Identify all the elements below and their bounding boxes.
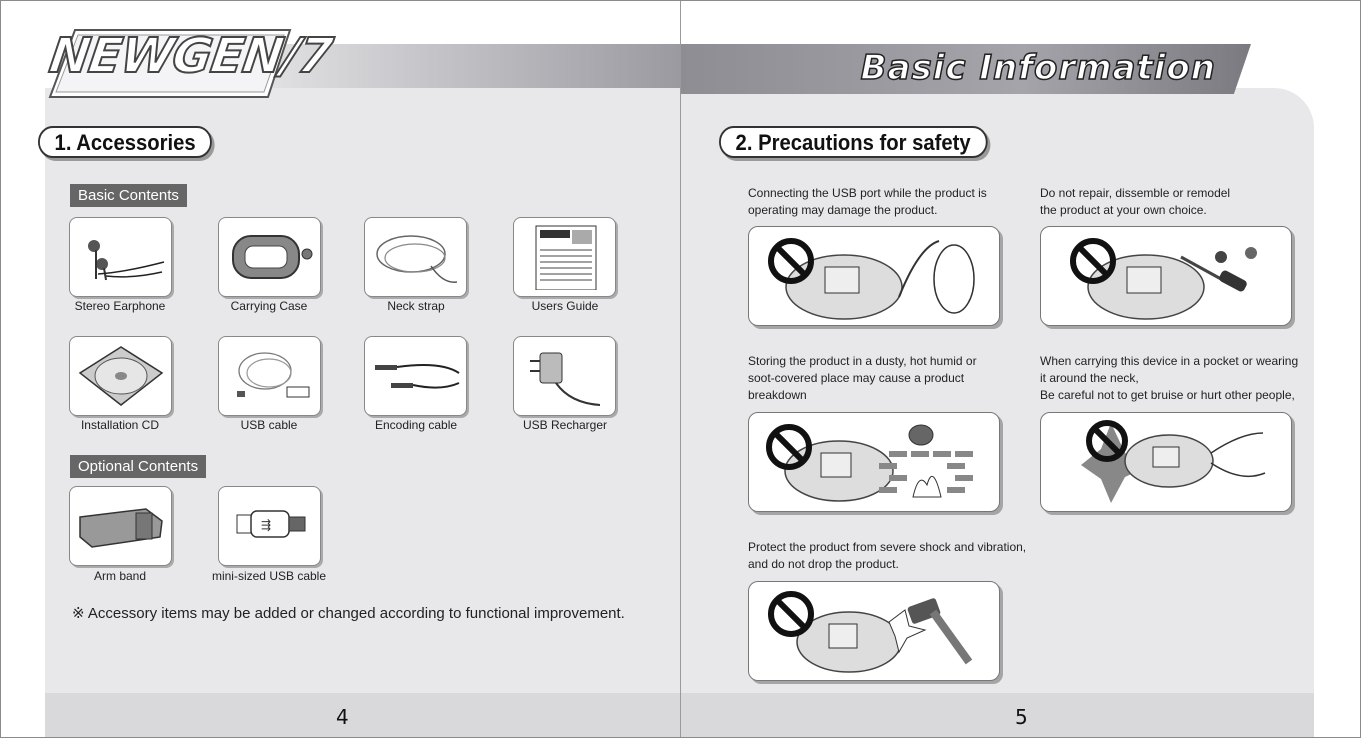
bruise-warning-icon: [1041, 413, 1291, 511]
precaution-text-5: Protect the product from severe shock and vibration, and do not drop the product.: [748, 540, 1027, 571]
cd-icon: [76, 343, 166, 409]
accessory-label: Installation CD: [80, 418, 160, 432]
accessory-label: Encoding cable: [374, 418, 458, 432]
right-footer: [681, 693, 1314, 738]
section-title-precautions: 2. Precautions for safety: [719, 126, 987, 158]
precaution-text-4: When carrying this device in a pocket or wearing it around the neck, Be careful not to get bruise or hurt other people,: [1040, 354, 1299, 402]
accessory-label: Arm band: [93, 569, 147, 583]
precaution-illustration-2: [1040, 226, 1292, 326]
precaution-illustration-3: [748, 412, 1000, 512]
screwdriver-warning-icon: [1041, 227, 1291, 325]
accessory-tile-encoding-cable: [364, 336, 467, 416]
page-title: Basic Information: [860, 48, 1216, 88]
recharger-icon: [520, 343, 610, 409]
mini-usb-icon: [225, 493, 315, 559]
page-number-right: 5: [1015, 705, 1028, 729]
accessory-tile-recharger: [513, 336, 616, 416]
accessory-label: Neck strap: [387, 299, 445, 313]
precaution-text-1: Connecting the USB port while the product is operating may damage the product.: [748, 186, 987, 217]
accessory-label: Stereo Earphone: [74, 299, 166, 313]
accessory-tile-arm-band: [69, 486, 172, 566]
right-page: [681, 0, 1361, 738]
accessory-label: Users Guide: [531, 299, 599, 313]
basic-contents-tag: Basic Contents: [70, 184, 187, 207]
usb-warning-icon: [749, 227, 999, 325]
left-footer: [45, 693, 680, 738]
accessory-tile-case: [218, 217, 321, 297]
arm-band-icon: [76, 493, 166, 559]
heat-warning-icon: [749, 413, 999, 511]
usb-cable-icon: [225, 343, 315, 409]
encoding-cable-icon: [371, 343, 461, 409]
svg-text:⇶: ⇶: [261, 518, 272, 532]
accessory-tile-earphone: [69, 217, 172, 297]
accessory-label: mini-sized USB cable: [211, 569, 327, 583]
guide-icon: [520, 224, 610, 290]
precaution-illustration-4: [1040, 412, 1292, 512]
page-number-left: 4: [336, 705, 349, 729]
accessory-tile-usb-cable: [218, 336, 321, 416]
accessory-tile-cd: [69, 336, 172, 416]
neck-strap-icon: [371, 224, 461, 290]
accessory-label: USB cable: [240, 418, 298, 432]
left-page: [0, 0, 680, 738]
precaution-text-2: Do not repair, dissemble or remodel the product at your own choice.: [1040, 186, 1231, 217]
precaution-text-3: Storing the product in a dusty, hot humid or soot-covered place may cause a product breakdown: [748, 354, 977, 402]
earphone-icon: [76, 224, 166, 290]
accessory-label: Carrying Case: [230, 299, 308, 313]
precaution-illustration-1: [748, 226, 1000, 326]
optional-contents-tag: Optional Contents: [70, 455, 206, 478]
accessory-tile-neck-strap: [364, 217, 467, 297]
accessory-tile-mini-usb: [218, 486, 321, 566]
hammer-warning-icon: [749, 582, 999, 680]
case-icon: [225, 224, 315, 290]
accessory-tile-users-guide: [513, 217, 616, 297]
logo-text: NEWGEN/7: [46, 28, 336, 84]
precaution-illustration-5: [748, 581, 1000, 681]
accessory-label: USB Recharger: [522, 418, 608, 432]
section-title-accessories: 1. Accessories: [38, 126, 212, 158]
accessory-note: ※ Accessory items may be added or changed according to functional improvement.: [72, 605, 625, 622]
